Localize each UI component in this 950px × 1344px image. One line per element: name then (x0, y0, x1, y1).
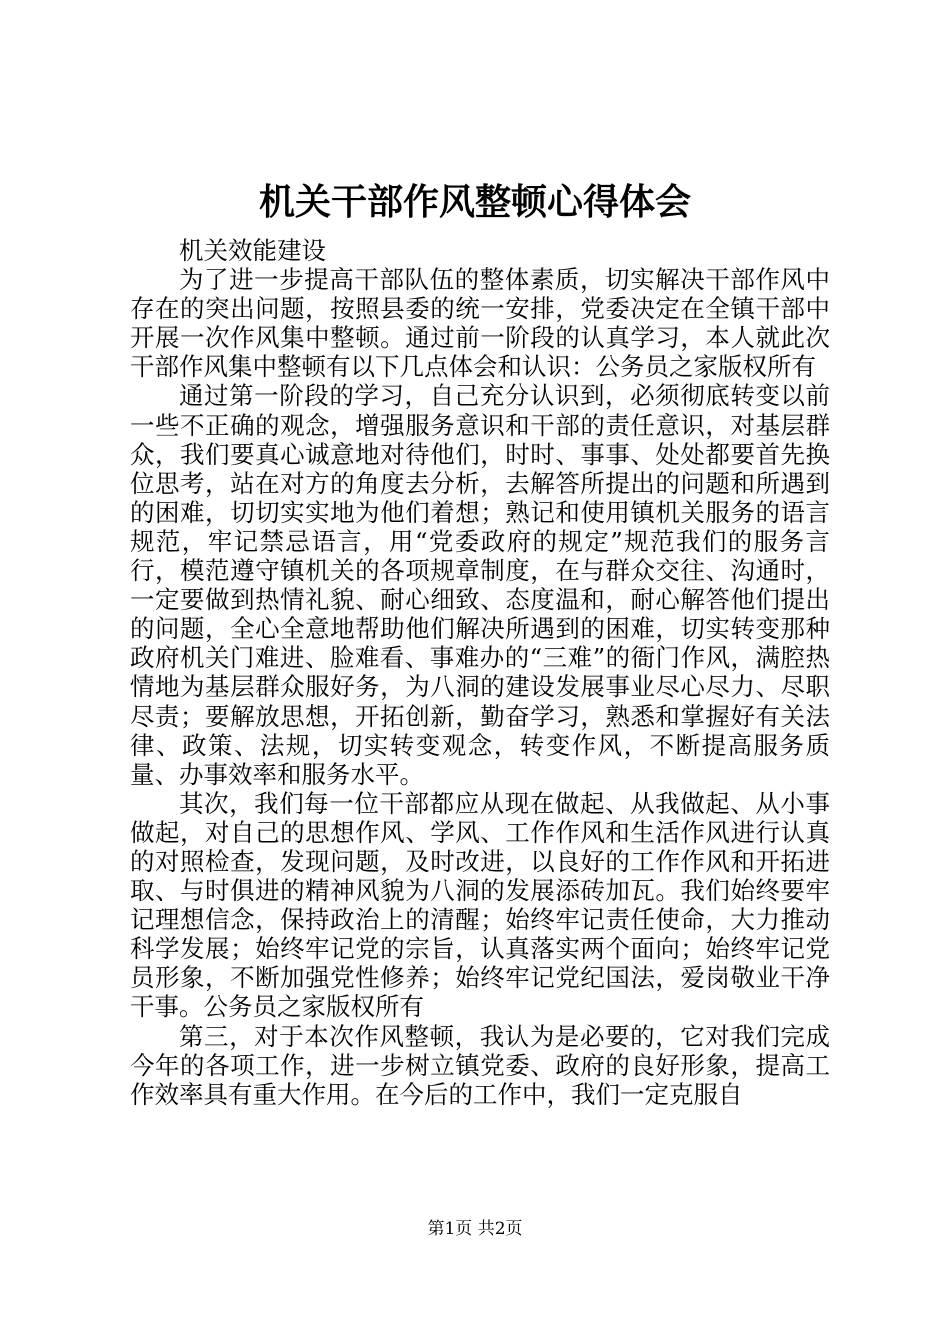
paragraph-3: 其次，我们每一位干部都应从现在做起、从我做起、从小事做起，对自己的思想作风、学风、工作作风和生活作风进行认真的对照检查，发现问题，及时改进，以良好的工作作风和开拓进取、与时俱进的精神风貌为八洞的发展添砖加瓦。我们始终要牢记理想信念，保持政治上的清醒；始终牢记责任使命，大力推动科学发展；始终牢记党的宗旨，认真落实两个面向；始终牢记党员形象，不断加强党性修养；始终牢记党纪国法，爱岗敬业干净干事。公务员之家版权所有 (130, 788, 830, 1022)
document-body (130, 236, 830, 1109)
page-number-footer: 第1页 共2页 (427, 1219, 523, 1239)
paragraph-4: 第三，对于本次作风整顿，我认为是必要的，它对我们完成今年的各项工作，进一步树立镇党委、政府的良好形象，提高工作效率具有重大作用。在今后的工作中，我们一定克服自 (130, 1021, 830, 1109)
subheading: 机关效能建设 (179, 236, 326, 265)
paragraph-2: 通过第一阶段的学习，自己充分认识到，必须彻底转变以前一些不正确的观念，增强服务意识和干部的责任意识，对基层群众，我们要真心诚意地对待他们，时时、事事、处处都要首先换位思考，站在对方的角度去分析，去解答所提出的问题和所遇到的困难，切切实实地为他们着想；熟记和使用镇机关服务的语言规范，牢记禁忌语言，用“党委政府的规定”规范我们的服务言行，模范遵守镇机关的各项规章制度，在与群众交往、沟通时，一定要做到热情礼貌、耐心细致、态度温和，耐心解答他们提出的问题，全心全意地帮助他们解决所遇到的困难，切实转变那种政府机关门难进、脸难看、事难办的“三难”的衙门作风，满腔热情地为基层群众服好务，为八洞的建设发展事业尽心尽力、尽职尽责；要解放思想，开拓创新，勤奋学习，熟悉和掌握好有关法律、政策、法规，切实转变观念，转变作风，不断提高服务质量、办事效率和服务水平。 (130, 381, 830, 789)
page-title: 机关干部作风整顿心得体会 (258, 181, 691, 223)
paragraph-1: 为了进一步提高干部队伍的整体素质，切实解决干部作风中存在的突出问题，按照县委的统一安排，党委决定在全镇干部中开展一次作风集中整顿。通过前一阶段的认真学习，本人就此次干部作风集中整顿有以下几点体会和认识：公务员之家版权所有 (130, 265, 830, 382)
